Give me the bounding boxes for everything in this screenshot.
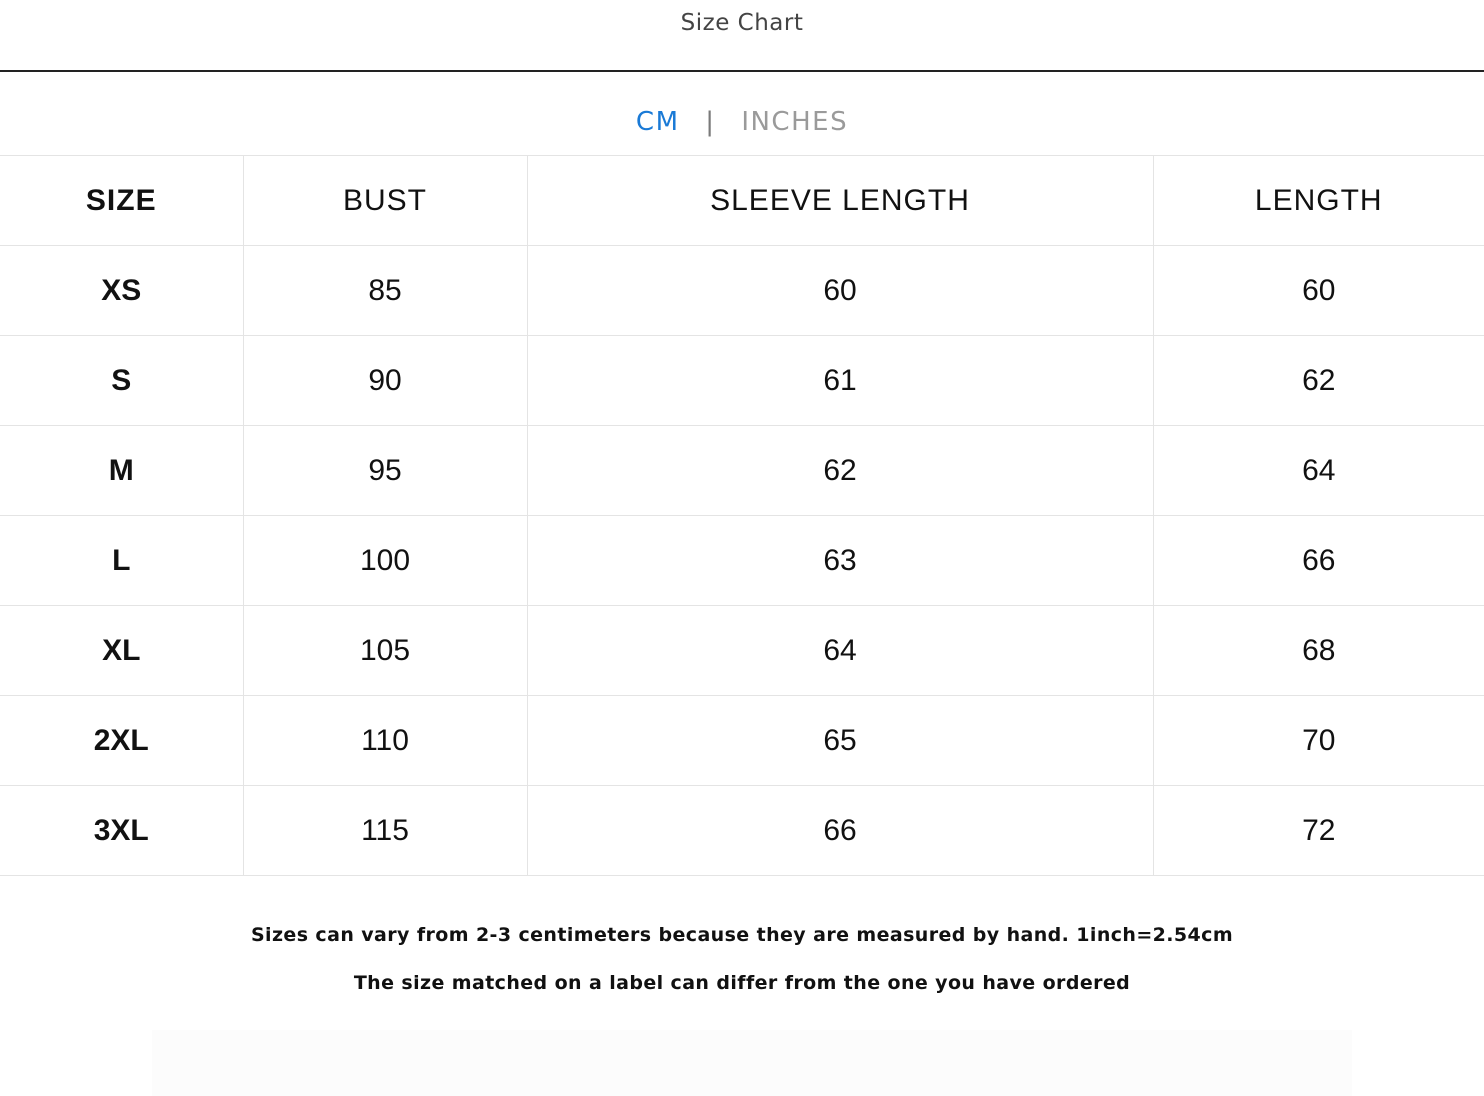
unit-inches-tab[interactable]: INCHES — [741, 106, 849, 137]
size-cell: XS — [0, 246, 243, 336]
length-cell: 70 — [1153, 696, 1484, 786]
length-cell: 68 — [1153, 606, 1484, 696]
bust-cell: 115 — [243, 786, 527, 876]
measurement-note: Sizes can vary from 2-3 centimeters because they are measured by hand. 1inch=2.54cm — [250, 924, 1234, 946]
length-cell: 60 — [1153, 246, 1484, 336]
bust-cell: 90 — [243, 336, 527, 426]
size-notes — [0, 920, 1484, 1016]
size-cell: 3XL — [0, 786, 243, 876]
length-cell: 62 — [1153, 336, 1484, 426]
sleeve-length-cell: 60 — [527, 246, 1153, 336]
bust-cell: 85 — [243, 246, 527, 336]
table-row — [0, 606, 1484, 696]
table-row — [0, 426, 1484, 516]
table-row — [0, 786, 1484, 876]
size-cell: M — [0, 426, 243, 516]
sleeve-length-cell: 65 — [527, 696, 1153, 786]
column-header-length: LENGTH — [1153, 156, 1484, 246]
size-cell: XL — [0, 606, 243, 696]
column-header-size: SIZE — [0, 156, 243, 246]
column-header-sleeve-length: SLEEVE LENGTH — [527, 156, 1153, 246]
length-cell: 66 — [1153, 516, 1484, 606]
size-cell: S — [0, 336, 243, 426]
bust-cell: 105 — [243, 606, 527, 696]
size-cell: 2XL — [0, 696, 243, 786]
length-cell: 72 — [1153, 786, 1484, 876]
size-table — [0, 155, 1484, 876]
bust-cell: 100 — [243, 516, 527, 606]
label-note: The size matched on a label can differ from the one you have ordered — [353, 972, 1131, 994]
sleeve-length-cell: 63 — [527, 516, 1153, 606]
column-header-bust: BUST — [243, 156, 527, 246]
unit-cm-tab[interactable]: CM — [635, 106, 680, 137]
length-cell: 64 — [1153, 426, 1484, 516]
table-row — [0, 696, 1484, 786]
bust-cell: 110 — [243, 696, 527, 786]
table-row — [0, 516, 1484, 606]
table-header-row — [0, 156, 1484, 246]
bust-cell: 95 — [243, 426, 527, 516]
size-cell: L — [0, 516, 243, 606]
unit-toggle — [0, 104, 1484, 139]
page-header — [0, 0, 1484, 72]
sleeve-length-cell: 66 — [527, 786, 1153, 876]
sleeve-length-cell: 64 — [527, 606, 1153, 696]
table-row — [0, 246, 1484, 336]
sleeve-length-cell: 62 — [527, 426, 1153, 516]
sleeve-length-cell: 61 — [527, 336, 1153, 426]
page-title: Size Chart — [680, 10, 804, 36]
footer-panel — [152, 1030, 1352, 1096]
unit-separator: | — [705, 106, 716, 137]
table-row — [0, 336, 1484, 426]
